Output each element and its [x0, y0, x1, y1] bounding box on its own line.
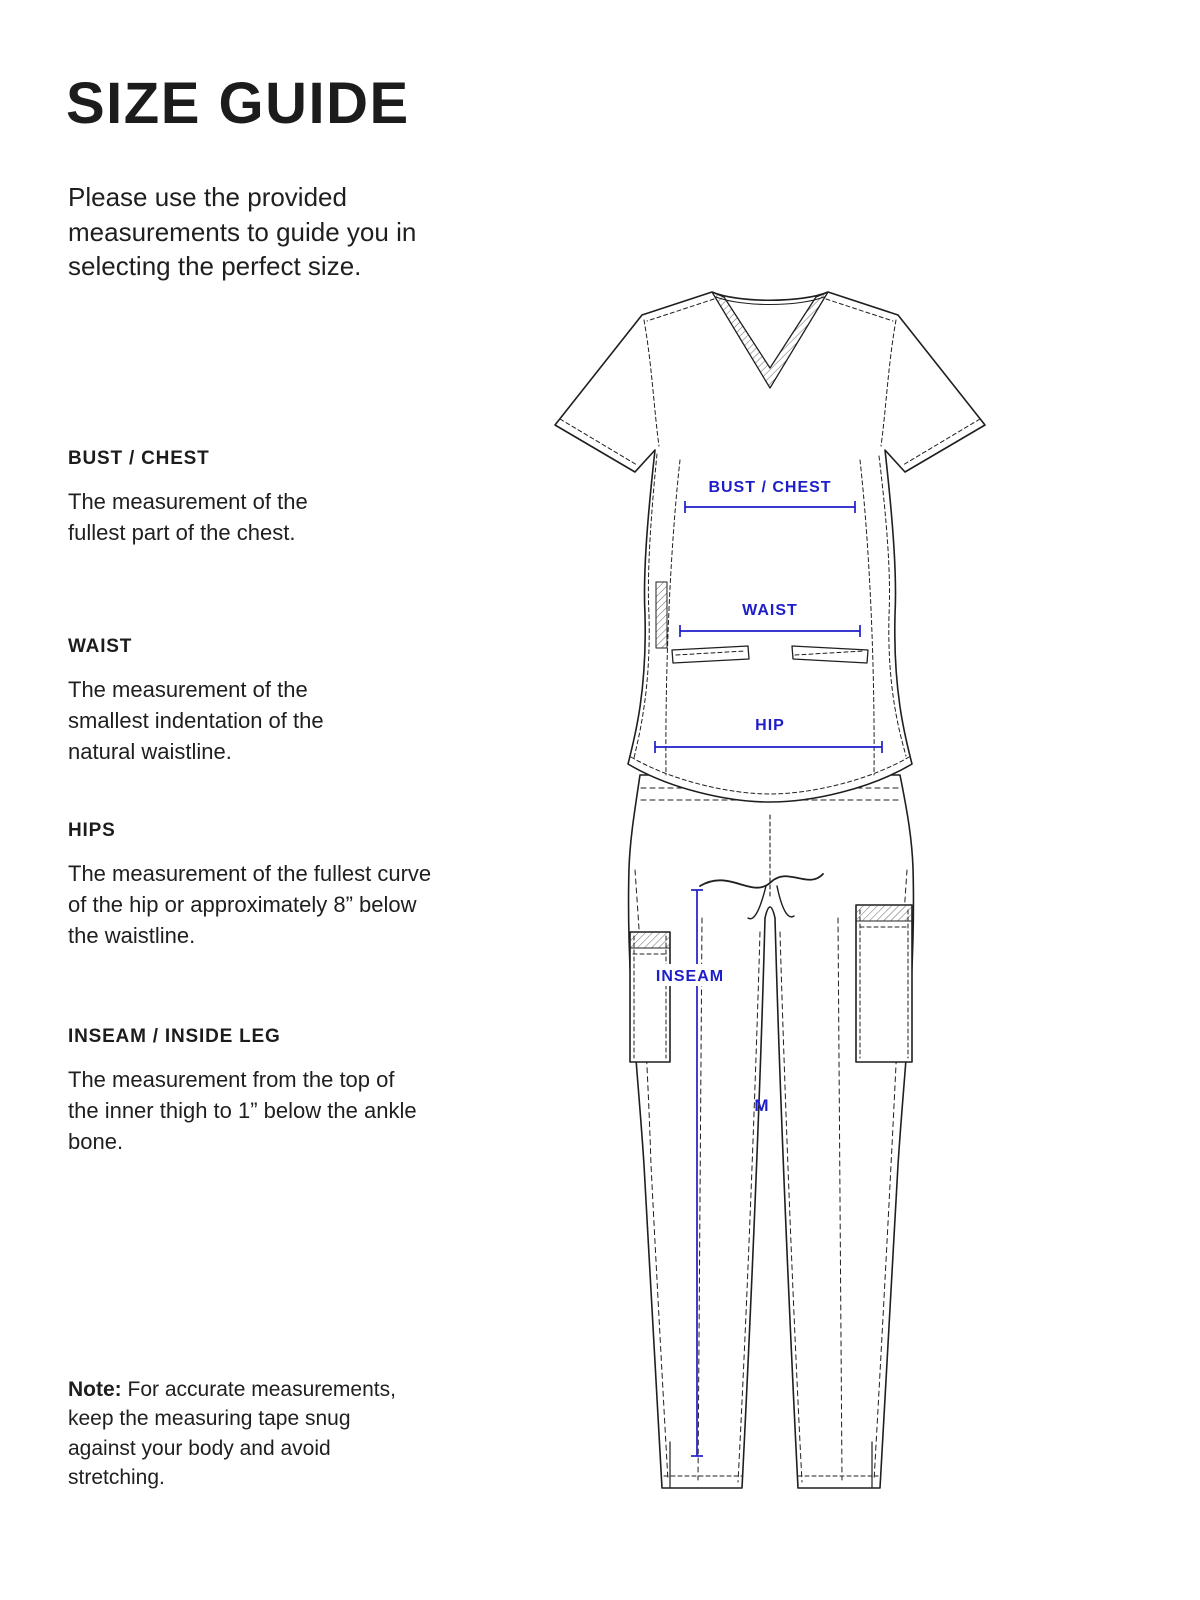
- size-tag-label: M: [754, 1096, 770, 1115]
- waist-measure-label: WAIST: [742, 602, 798, 619]
- section-heading-inseam: INSEAM / INSIDE LEG: [68, 1026, 281, 1047]
- clipped-right-content: [1160, 0, 1200, 700]
- section-heading-bust: BUST / CHEST: [68, 448, 210, 469]
- left-cargo-pocket-drawing: [630, 932, 670, 1062]
- note-body: For accurate measurements, keep the measuring tape snug against your body and avoid stretching.: [68, 1378, 396, 1490]
- section-body-hips: The measurement of the fullest curve of the hip or approximately 8” below the waistline.: [68, 861, 432, 949]
- section-hips: [68, 820, 116, 842]
- section-body-waist: The measurement of the smallest indentation of the natural waistline.: [68, 677, 324, 765]
- size-diagram: [530, 270, 1000, 1540]
- scrub-pants-drawing: [629, 775, 914, 1488]
- section-heading-hips: HIPS: [68, 820, 116, 841]
- right-cargo-pocket-drawing: [856, 905, 912, 1062]
- page-title: SIZE GUIDE: [66, 71, 410, 136]
- section-heading-waist: WAIST: [68, 636, 133, 657]
- bust-measure-label: BUST / CHEST: [708, 479, 832, 496]
- intro-text: Please use the provided measurements to guide you in selecting the perfect size.: [68, 182, 417, 282]
- section-inseam: [68, 1026, 281, 1048]
- hip-measure-label: HIP: [755, 717, 785, 734]
- section-waist: [68, 636, 132, 658]
- note-label: Note:: [68, 1378, 122, 1401]
- section-bust-chest: [68, 448, 210, 470]
- section-body-inseam: The measurement from the top of the inner thigh to 1” below the ankle bone.: [68, 1067, 417, 1155]
- note-text: [68, 1375, 413, 1493]
- section-body-bust: The measurement of the fullest part of the chest.: [68, 489, 308, 546]
- inseam-measure-label: INSEAM: [655, 968, 725, 985]
